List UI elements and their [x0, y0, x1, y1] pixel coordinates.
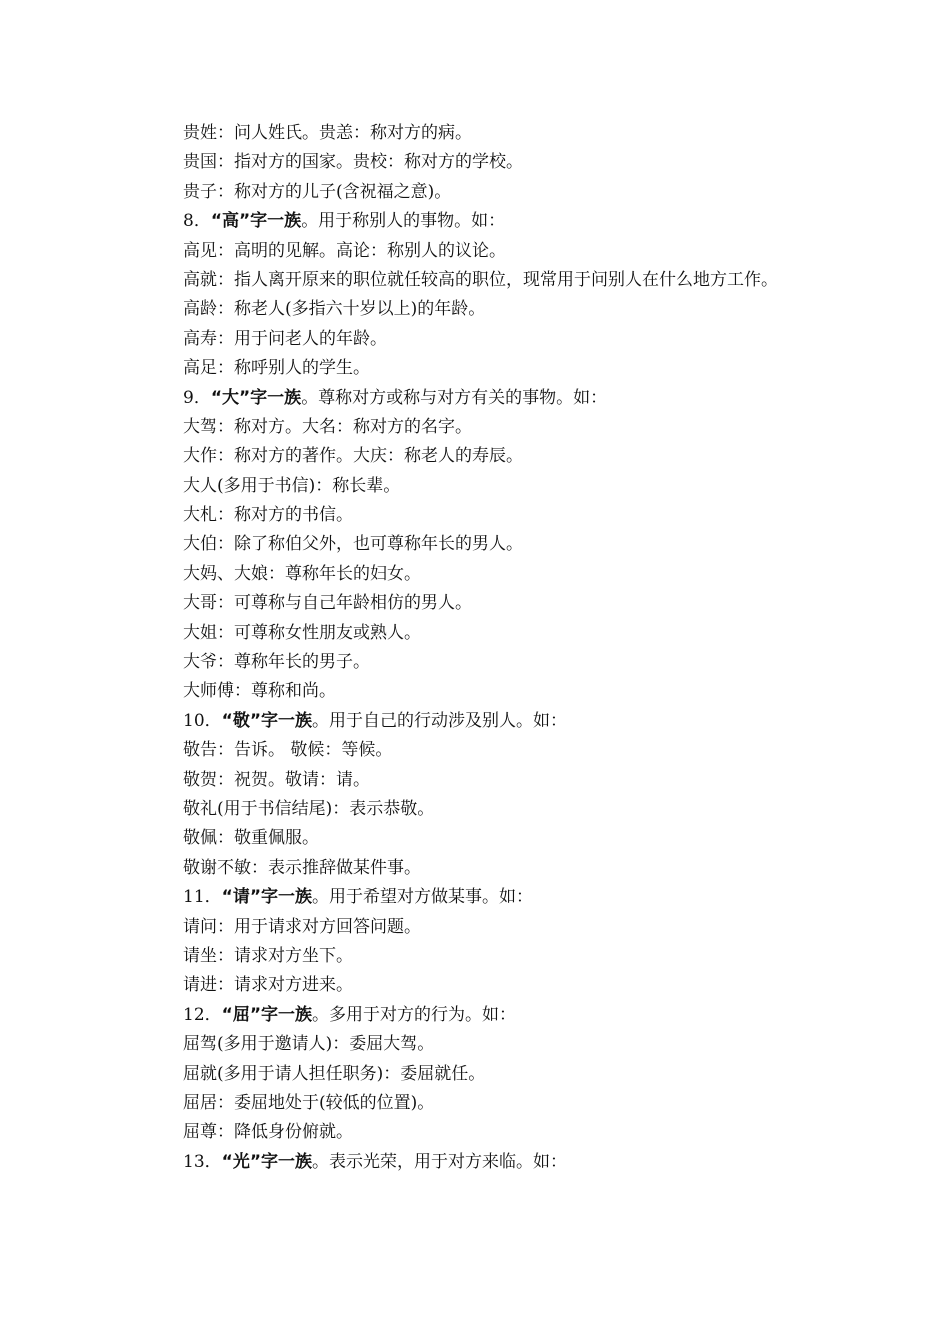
heading-number: 12． [183, 1004, 222, 1025]
document-body [144, 119, 810, 1177]
section-heading-12 [144, 1001, 810, 1030]
entry-jing-pei: 敬佩：敬重佩服。 [183, 828, 319, 849]
heading-keyword: “大”字一族 [210, 387, 302, 408]
entry-gao-zu: 高足：称呼别人的学生。 [183, 358, 370, 379]
heading-keyword: “光”字一族 [221, 1151, 312, 1172]
heading-keyword: “敬”字一族 [221, 710, 312, 731]
entry-gui-zi: 贵子：称对方的儿子(含祝福之意)。 [183, 181, 452, 202]
entry-gao-jian: 高见：高明的见解。高论：称别人的议论。 [183, 240, 506, 261]
entry-da-zuo: 大作：称对方的著作。大庆：称老人的寿辰。 [183, 446, 523, 467]
entry-gao-ling: 高龄：称老人(多指六十岁以上)的年龄。 [183, 299, 486, 320]
heading-keyword: “高”字一族 [210, 211, 302, 232]
entry-da-ge: 大哥：可尊称与自己年龄相仿的男人。 [183, 593, 472, 614]
heading-description: 。用于希望对方做某事。如： [312, 887, 533, 908]
section-heading-13 [144, 1148, 810, 1177]
heading-keyword: “屈”字一族 [221, 1004, 312, 1025]
entry-qing-zuo: 请坐：请求对方坐下。 [183, 945, 353, 966]
entry-da-ye: 大爷：尊称年长的男子。 [183, 652, 370, 673]
heading-number: 8． [183, 211, 211, 232]
entry-qu-jia: 屈驾(多用于邀请人)：委屈大驾。 [183, 1034, 435, 1055]
entry-da-bo: 大伯：除了称伯父外，也可尊称年长的男人。 [183, 534, 523, 555]
entry-gui-guo: 贵国：指对方的国家。贵校：称对方的学校。 [183, 152, 523, 173]
section-heading-10 [144, 707, 810, 736]
entry-da-ren: 大人(多用于书信)：称长辈。 [183, 475, 401, 496]
entry-gui-xing: 贵姓：问人姓氏。贵恙：称对方的病。 [183, 123, 472, 143]
heading-number: 10． [183, 710, 222, 731]
entry-da-zha: 大札：称对方的书信。 [183, 505, 353, 526]
section-heading-9 [144, 384, 810, 413]
heading-description: 。用于称别人的事物。如： [301, 211, 506, 232]
entry-da-shi-fu: 大师傅：尊称和尚。 [183, 681, 336, 702]
entry-gao-shou: 高寿：用于问老人的年龄。 [183, 328, 387, 349]
heading-description: 。尊称对方或称与对方有关的事物。如： [301, 387, 608, 408]
entry-da-ma: 大妈、大娘：尊称年长的妇女。 [183, 563, 421, 584]
heading-number: 13． [183, 1151, 222, 1172]
entry-da-jie: 大姐：可尊称女性朋友或熟人。 [183, 622, 421, 643]
entry-jing-xie-bu-min: 敬谢不敏：表示推辞做某件事。 [183, 857, 421, 878]
entry-jing-he: 敬贺：祝贺。敬请：请。 [183, 769, 370, 790]
entry-qu-ju: 屈居：委屈地处于(较低的位置)。 [183, 1092, 435, 1113]
entry-jing-gao: 敬告：告诉。 敬候：等候。 [183, 740, 393, 761]
entry-qing-wen: 请问：用于请求对方回答问题。 [183, 916, 421, 937]
heading-description: 。用于自己的行动涉及别人。如： [312, 710, 567, 731]
entry-jing-li: 敬礼(用于书信结尾)：表示恭敬。 [183, 799, 435, 819]
heading-description: 。表示光荣，用于对方来临。如： [312, 1151, 567, 1172]
entry-qu-jiu: 屈就(多用于请人担任职务)：委屈就任。 [183, 1063, 486, 1084]
section-heading-8 [144, 207, 810, 236]
entry-qing-jin: 请进：请求对方进来。 [183, 975, 353, 996]
section-heading-11 [144, 883, 810, 912]
heading-keyword: “请”字一族 [221, 887, 312, 908]
heading-number: 11． [183, 887, 222, 908]
entry-da-jia: 大驾：称对方。大名：称对方的名字。 [183, 416, 472, 437]
entry-gao-jiu: 高就：指人离开原来的职位就任较高的职位，现常用于问别人在什么地方工作。 [183, 269, 778, 290]
entry-qu-zun: 屈尊：降低身份俯就。 [183, 1122, 353, 1143]
heading-number: 9． [183, 387, 211, 408]
heading-description: 。多用于对方的行为。如： [312, 1004, 516, 1025]
